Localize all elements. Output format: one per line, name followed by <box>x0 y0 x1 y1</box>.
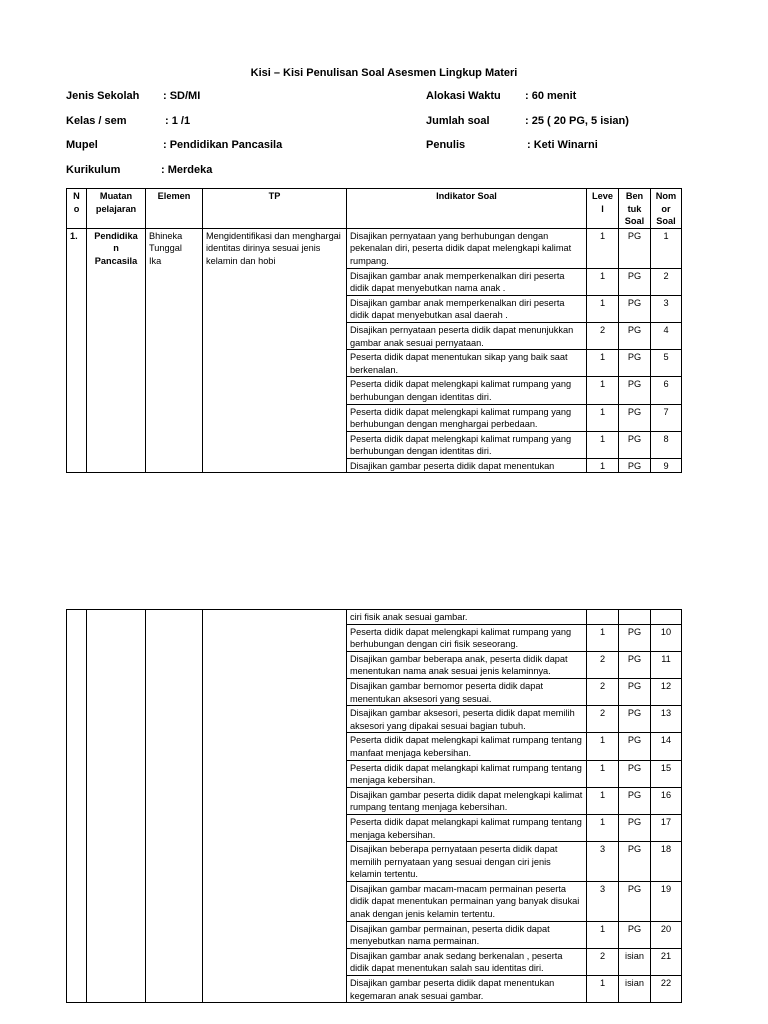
indikator-cell: Peserta didik dapat melengkapi kalimat rumpang yang berhubungan dengan menghargai perbedaan. <box>347 404 587 431</box>
jumlah-soal-label: Jumlah soal <box>426 115 490 127</box>
indikator-cell: Disajikan gambar permainan, peserta didik dapat menyebutkan nama permainan. <box>347 921 587 948</box>
level-cell: 1 <box>587 921 619 948</box>
bentuk-cell: PG <box>619 268 651 295</box>
bentuk-cell: PG <box>619 350 651 377</box>
jumlah-soal-value: : 25 ( 20 PG, 5 isian) <box>525 115 629 127</box>
mupel-value: : Pendidikan Pancasila <box>163 139 283 151</box>
level-cell: 1 <box>587 760 619 787</box>
nomor-cell: 10 <box>651 624 682 651</box>
indikator-cell: Peserta didik dapat melangkapi kalimat rumpang tentang menjaga kebersihan. <box>347 760 587 787</box>
elemen-cell: Bhineka Tunggal Ika <box>146 228 203 473</box>
indikator-cell: ciri fisik anak sesuai gambar. <box>347 610 587 625</box>
indikator-cell: Disajikan gambar peserta didik dapat menentukan kegemaran anak sesuai gambar. <box>347 976 587 1003</box>
level-cell: 2 <box>587 948 619 975</box>
kelas-value: : 1 /1 <box>165 115 191 127</box>
header-no: N o <box>67 189 87 229</box>
level-cell: 1 <box>587 814 619 841</box>
bentuk-cell: PG <box>619 760 651 787</box>
mupel-label: Mupel <box>66 139 98 151</box>
nomor-cell: 22 <box>651 976 682 1003</box>
nomor-cell: 16 <box>651 787 682 814</box>
level-cell: 2 <box>587 651 619 678</box>
header-bentuk: Ben tuk Soal <box>619 189 651 229</box>
tp-cell: Mengidentifikasi dan menghargai identitas dirinya sesuai jenis kelamin dan hobi <box>203 228 347 473</box>
bentuk-cell: PG <box>619 921 651 948</box>
elemen-cell <box>146 610 203 1003</box>
nomor-cell: 19 <box>651 881 682 921</box>
nomor-cell: 20 <box>651 921 682 948</box>
indikator-cell: Peserta didik dapat melengkapi kalimat rumpang tentang manfaat menjaga kebersihan. <box>347 733 587 760</box>
nomor-cell: 21 <box>651 948 682 975</box>
bentuk-cell: PG <box>619 787 651 814</box>
level-cell: 3 <box>587 842 619 882</box>
bentuk-cell: isian <box>619 948 651 975</box>
level-cell: 1 <box>587 377 619 404</box>
level-cell: 2 <box>587 706 619 733</box>
nomor-cell: 8 <box>651 431 682 458</box>
level-cell: 1 <box>587 787 619 814</box>
header-nomor: Nom or Soal <box>651 189 682 229</box>
nomor-cell: 17 <box>651 814 682 841</box>
nomor-cell: 5 <box>651 350 682 377</box>
kelas-label: Kelas / sem <box>66 115 127 127</box>
nomor-cell: 2 <box>651 268 682 295</box>
bentuk-cell: PG <box>619 458 651 473</box>
header-level: Leve l <box>587 189 619 229</box>
no-cell: 1. <box>67 228 87 473</box>
level-cell: 1 <box>587 350 619 377</box>
muatan-cell: Pendidika n Pancasila <box>87 228 146 473</box>
bentuk-cell: PG <box>619 881 651 921</box>
level-cell: 3 <box>587 881 619 921</box>
bentuk-cell: isian <box>619 976 651 1003</box>
penulis-label: Penulis <box>426 139 466 151</box>
jenis-sekolah-value: : SD/MI <box>163 90 201 102</box>
header-indikator: Indikator Soal <box>347 189 587 229</box>
nomor-cell: 15 <box>651 760 682 787</box>
bentuk-cell: PG <box>619 404 651 431</box>
indikator-cell: Peserta didik dapat melengkapi kalimat rumpang yang berhubungan dengan identitas diri. <box>347 431 587 458</box>
bentuk-cell: PG <box>619 842 651 882</box>
nomor-cell <box>651 610 682 625</box>
table-row <box>67 228 682 268</box>
level-cell: 1 <box>587 733 619 760</box>
bentuk-cell: PG <box>619 295 651 322</box>
kisi-table-page-1 <box>66 188 682 473</box>
jenis-sekolah-label: Jenis Sekolah <box>66 90 140 102</box>
bentuk-cell: PG <box>619 678 651 705</box>
level-cell <box>587 610 619 625</box>
nomor-cell: 3 <box>651 295 682 322</box>
kurikulum-value: : Merdeka <box>161 164 213 176</box>
level-cell: 1 <box>587 431 619 458</box>
header-elemen: Elemen <box>146 189 203 229</box>
indikator-cell: Disajikan gambar macam-macam permainan peserta didik dapat menentukan permainan yang banyak disukai anak dengan jenis kelamin tertentu. <box>347 881 587 921</box>
bentuk-cell: PG <box>619 624 651 651</box>
alokasi-label: Alokasi Waktu <box>426 90 501 102</box>
bentuk-cell <box>619 610 651 625</box>
nomor-cell: 9 <box>651 458 682 473</box>
indikator-cell: Disajikan gambar peserta didik dapat melengkapi kalimat rumpang tentang menjaga kebersihan. <box>347 787 587 814</box>
penulis-value: : Keti Winarni <box>527 139 598 151</box>
nomor-cell: 12 <box>651 678 682 705</box>
bentuk-cell: PG <box>619 431 651 458</box>
tp-cell <box>203 610 347 1003</box>
nomor-cell: 13 <box>651 706 682 733</box>
muatan-cell <box>87 610 146 1003</box>
indikator-cell: Disajikan gambar anak sedang berkenalan , peserta didik dapat menentukan salah sau identitas diri. <box>347 948 587 975</box>
indikator-cell: Peserta didik dapat melengkapi kalimat rumpang yang berhubungan dengan identitas diri. <box>347 377 587 404</box>
indikator-cell: Disajikan pernyataan yang berhubungan dengan pekenalan diri, peserta didik dapat melengkapi kalimat rumpang. <box>347 228 587 268</box>
indikator-cell: Disajikan gambar anak memperkenalkan diri peserta didik dapat menyebutkan asal daerah . <box>347 295 587 322</box>
bentuk-cell: PG <box>619 228 651 268</box>
nomor-cell: 4 <box>651 322 682 349</box>
indikator-cell: Disajikan beberapa pernyataan peserta didik dapat memilih pernyataan yang sesuai dengan ciri jenis kelamin tertentu. <box>347 842 587 882</box>
level-cell: 1 <box>587 624 619 651</box>
nomor-cell: 6 <box>651 377 682 404</box>
level-cell: 2 <box>587 678 619 705</box>
indikator-cell: Peserta didik dapat menentukan sikap yang baik saat berkenalan. <box>347 350 587 377</box>
level-cell: 1 <box>587 268 619 295</box>
level-cell: 2 <box>587 322 619 349</box>
bentuk-cell: PG <box>619 322 651 349</box>
indikator-cell: Disajikan gambar aksesori, peserta didik dapat memilih aksesori yang dipakai sesuai bagian tubuh. <box>347 706 587 733</box>
indikator-cell: Disajikan gambar anak memperkenalkan diri peserta didik dapat menyebutkan nama anak . <box>347 268 587 295</box>
indikator-cell: Disajikan gambar beberapa anak, peserta didik dapat menentukan nama anak sesuai jenis kelaminnya. <box>347 651 587 678</box>
indikator-cell: Disajikan gambar bernomor peserta didik dapat menentukan aksesori yang sesuai. <box>347 678 587 705</box>
bentuk-cell: PG <box>619 733 651 760</box>
indikator-cell: Disajikan pernyataan peserta didik dapat menunjukkan gambar anak sesuai pernyataan. <box>347 322 587 349</box>
bentuk-cell: PG <box>619 377 651 404</box>
table-header-row <box>67 189 682 229</box>
indikator-cell: Disajikan gambar peserta didik dapat menentukan <box>347 458 587 473</box>
bentuk-cell: PG <box>619 651 651 678</box>
nomor-cell: 1 <box>651 228 682 268</box>
level-cell: 1 <box>587 976 619 1003</box>
level-cell: 1 <box>587 295 619 322</box>
alokasi-value: : 60 menit <box>525 90 577 102</box>
header-muatan: Muatan pelajaran <box>87 189 146 229</box>
level-cell: 1 <box>587 458 619 473</box>
nomor-cell: 18 <box>651 842 682 882</box>
indikator-cell: Peserta didik dapat melangkapi kalimat rumpang tentang menjaga kebersihan. <box>347 814 587 841</box>
table-row <box>67 610 682 625</box>
bentuk-cell: PG <box>619 706 651 733</box>
kurikulum-label: Kurikulum <box>66 164 121 176</box>
indikator-cell: Peserta didik dapat melengkapi kalimat rumpang yang berhubungan dengan ciri fisik seseorang. <box>347 624 587 651</box>
kisi-table-page-2 <box>66 609 682 1003</box>
document-title: Kisi – Kisi Penulisan Soal Asesmen Lingkup Materi <box>250 67 518 79</box>
nomor-cell: 7 <box>651 404 682 431</box>
level-cell: 1 <box>587 404 619 431</box>
bentuk-cell: PG <box>619 814 651 841</box>
nomor-cell: 11 <box>651 651 682 678</box>
no-cell <box>67 610 87 1003</box>
level-cell: 1 <box>587 228 619 268</box>
header-tp: TP <box>203 189 347 229</box>
nomor-cell: 14 <box>651 733 682 760</box>
